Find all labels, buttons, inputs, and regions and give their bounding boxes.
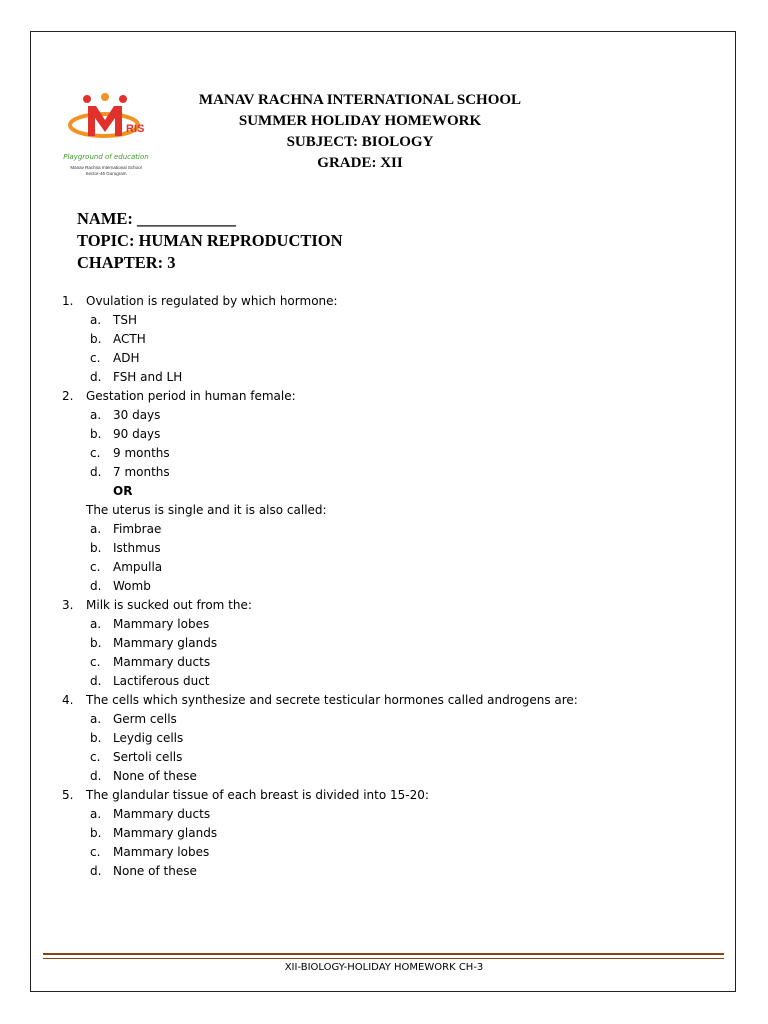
- question-3: [62, 596, 722, 615]
- option-text: Mammary lobes: [113, 845, 210, 859]
- logo-tagline: Playground of education: [63, 153, 149, 161]
- question-4: [62, 691, 722, 710]
- option: [62, 349, 722, 368]
- option-text: ADH: [113, 351, 140, 365]
- question-list: [62, 292, 722, 881]
- option-text: Leydig cells: [113, 731, 184, 745]
- option-letter: a.: [90, 522, 102, 536]
- alternate-question: [62, 501, 722, 520]
- option: [62, 558, 722, 577]
- option-text: ACTH: [113, 332, 146, 346]
- option-letter: c.: [90, 750, 101, 764]
- option: [62, 520, 722, 539]
- option-letter: d.: [90, 769, 102, 783]
- option-text: Mammary lobes: [113, 617, 210, 631]
- option-letter: b.: [90, 541, 102, 555]
- document-header: [160, 90, 560, 174]
- option-letter: d.: [90, 465, 102, 479]
- option: [62, 672, 722, 691]
- subject-label: SUBJECT: BIOLOGY: [286, 134, 434, 150]
- option: [62, 615, 722, 634]
- option-letter: d.: [90, 370, 102, 384]
- option-letter: b.: [90, 731, 102, 745]
- option-text: Isthmus: [113, 541, 161, 555]
- question-text: The cells which synthesize and secrete testicular hormones called androgens are:: [86, 693, 578, 707]
- school-name: MANAV RACHNA INTERNATIONAL SCHOOL: [198, 92, 522, 108]
- option-letter: d.: [90, 674, 102, 688]
- option-text: Mammary glands: [113, 826, 218, 840]
- option-letter: d.: [90, 864, 102, 878]
- option-letter: d.: [90, 579, 102, 593]
- option: [62, 843, 722, 862]
- option-letter: b.: [90, 826, 102, 840]
- option-text: 9 months: [113, 446, 170, 460]
- option: [62, 330, 722, 349]
- option: [62, 729, 722, 748]
- option-text: None of these: [113, 769, 197, 783]
- option: [62, 444, 722, 463]
- option: [62, 767, 722, 786]
- or-label: OR: [113, 484, 133, 498]
- option-text: Mammary ducts: [113, 807, 211, 821]
- option-letter: b.: [90, 427, 102, 441]
- topic-label: TOPIC: HUMAN REPRODUCTION: [77, 231, 343, 250]
- option-text: TSH: [113, 313, 137, 327]
- option: [62, 805, 722, 824]
- name-field: NAME: ____________: [77, 209, 237, 228]
- option: [62, 368, 722, 387]
- option-text: 30 days: [113, 408, 161, 422]
- student-meta: [77, 208, 343, 274]
- option: [62, 406, 722, 425]
- question-number: 1.: [62, 294, 74, 308]
- question-1: [62, 292, 722, 311]
- option-letter: c.: [90, 560, 101, 574]
- option-text: Womb: [113, 579, 151, 593]
- logo-school-line: Manav Rachna International School: [70, 165, 142, 170]
- logo-mark-icon: [54, 86, 158, 152]
- option-letter: a.: [90, 712, 102, 726]
- school-logo: [54, 86, 158, 180]
- option-text: Sertoli cells: [113, 750, 183, 764]
- option-letter: c.: [90, 845, 101, 859]
- question-2: [62, 387, 722, 406]
- question-text: Gestation period in human female:: [86, 389, 296, 403]
- option-letter: a.: [90, 408, 102, 422]
- option-text: 7 months: [113, 465, 170, 479]
- option-letter: b.: [90, 636, 102, 650]
- option: [62, 425, 722, 444]
- option-text: Lactiferous duct: [113, 674, 210, 688]
- option: [62, 710, 722, 729]
- question-number: 2.: [62, 389, 74, 403]
- option-text: None of these: [113, 864, 197, 878]
- homework-title: SUMMER HOLIDAY HOMEWORK: [238, 113, 482, 129]
- logo-brand-text: RIS: [126, 123, 145, 135]
- option: [62, 634, 722, 653]
- option: [62, 577, 722, 596]
- option-letter: b.: [90, 332, 102, 346]
- or-separator: [62, 482, 722, 501]
- option-text: Mammary ducts: [113, 655, 211, 669]
- option-text: Ampulla: [113, 560, 163, 574]
- option: [62, 862, 722, 881]
- option-text: Mammary glands: [113, 636, 218, 650]
- question-number: 4.: [62, 693, 74, 707]
- option: [62, 824, 722, 843]
- grade-label: GRADE: XII: [317, 155, 403, 171]
- option-text: Fimbrae: [113, 522, 162, 536]
- option-letter: a.: [90, 807, 102, 821]
- option-letter: c.: [90, 351, 101, 365]
- footer-divider: [43, 953, 724, 959]
- question-text: The glandular tissue of each breast is divided into 15-20:: [86, 788, 429, 802]
- question-5: [62, 786, 722, 805]
- question-text: Milk is sucked out from the:: [86, 598, 252, 612]
- logo-school-name: [54, 165, 158, 177]
- logo-school-line: Sector-46 Gurugram: [85, 171, 127, 176]
- option: [62, 311, 722, 330]
- option: [62, 539, 722, 558]
- option-text: Germ cells: [113, 712, 177, 726]
- option: [62, 463, 722, 482]
- question-text: The uterus is single and it is also called:: [86, 503, 327, 517]
- option: [62, 748, 722, 767]
- option: [62, 653, 722, 672]
- option-letter: a.: [90, 617, 102, 631]
- option-letter: c.: [90, 655, 101, 669]
- chapter-label: CHAPTER: 3: [77, 253, 176, 272]
- option-text: 90 days: [113, 427, 161, 441]
- option-letter: c.: [90, 446, 101, 460]
- footer-text: XII-BIOLOGY-HOLIDAY HOMEWORK CH-3: [284, 962, 484, 973]
- question-number: 3.: [62, 598, 74, 612]
- question-number: 5.: [62, 788, 74, 802]
- question-text: Ovulation is regulated by which hormone:: [86, 294, 338, 308]
- option-letter: a.: [90, 313, 102, 327]
- option-text: FSH and LH: [113, 370, 183, 384]
